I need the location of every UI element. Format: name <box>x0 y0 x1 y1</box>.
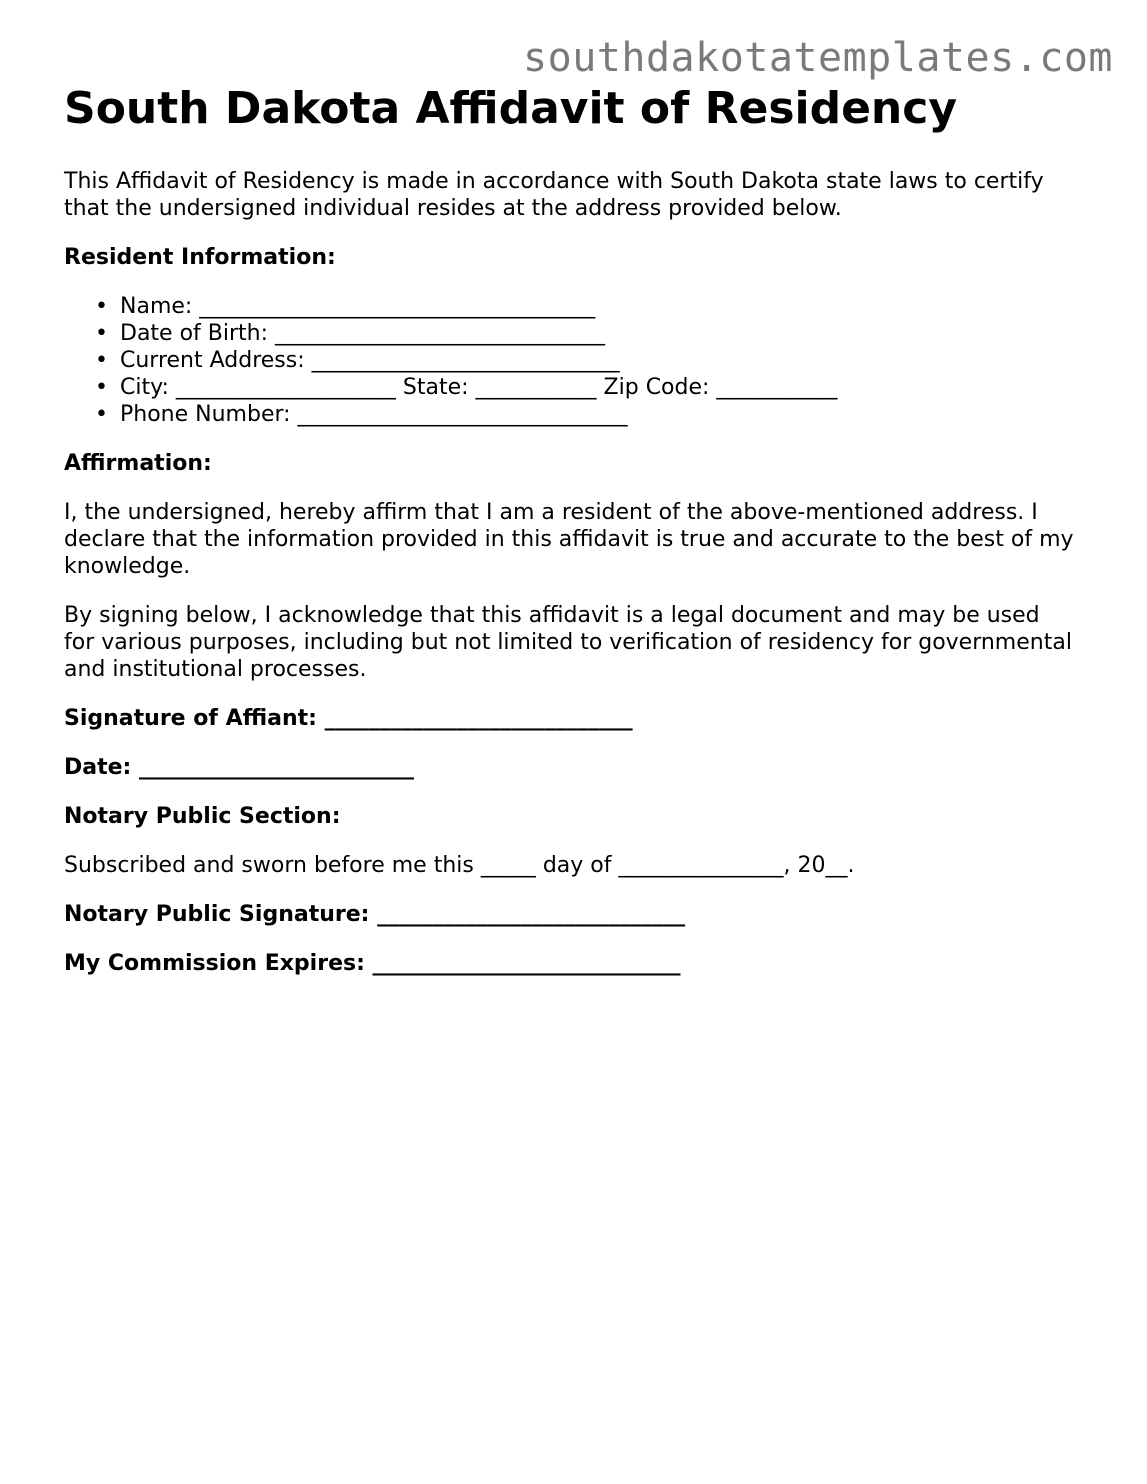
notary-section-heading: Notary Public Section: <box>64 804 341 829</box>
field-name: Name: ____________________________________ <box>120 294 596 319</box>
list-item-city-state-zip <box>95 374 1074 401</box>
bullet-icon: • <box>95 402 108 427</box>
signature-of-affiant-line: Signature of Affiant: ____________________________ <box>64 706 633 731</box>
affirmation-paragraph-2: By signing below, I acknowledge that this affidavit is a legal document and may be used for various purposes, including but not limited to verification of residency for governmental and institutional processes. <box>64 603 1072 682</box>
page-title: South Dakota Affidavit of Residency <box>64 83 958 134</box>
notary-sworn-text: Subscribed and sworn before me this _____ day of _______________, 20__. <box>64 853 855 878</box>
list-item-date-of-birth <box>95 320 1074 347</box>
list-item-name <box>95 293 1074 320</box>
resident-info-list <box>64 293 1074 428</box>
field-date-of-birth: Date of Birth: ______________________________ <box>120 321 605 346</box>
field-current-address: Current Address: ____________________________ <box>120 348 620 373</box>
bullet-icon: • <box>95 348 108 373</box>
field-city-state-zip: City: ____________________ State: ___________ Zip Code: ___________ <box>120 375 838 400</box>
affirmation-paragraph-1: I, the undersigned, hereby affirm that I am a resident of the above-mentioned address. I declare that the information provided in this affidavit is true and accurate to the best of my knowledge. <box>64 500 1074 579</box>
bullet-icon: • <box>95 375 108 400</box>
bullet-icon: • <box>95 294 108 319</box>
affirmation-heading: Affirmation: <box>64 451 212 476</box>
list-item-phone-number <box>95 401 1074 428</box>
document-body <box>64 82 1074 977</box>
commission-expires-line: My Commission Expires: ____________________________ <box>64 951 681 976</box>
list-item-current-address <box>95 347 1074 374</box>
field-phone-number: Phone Number: ______________________________ <box>120 402 628 427</box>
resident-info-heading: Resident Information: <box>64 245 336 270</box>
bullet-icon: • <box>95 321 108 346</box>
intro-paragraph: This Affidavit of Residency is made in accordance with South Dakota state laws to certify that the undersigned individual resides at the address provided below. <box>64 169 1044 221</box>
notary-signature-line: Notary Public Signature: ____________________________ <box>64 902 686 927</box>
watermark: southdakotatemplates.com <box>523 35 1113 81</box>
date-line: Date: _________________________ <box>64 755 415 780</box>
